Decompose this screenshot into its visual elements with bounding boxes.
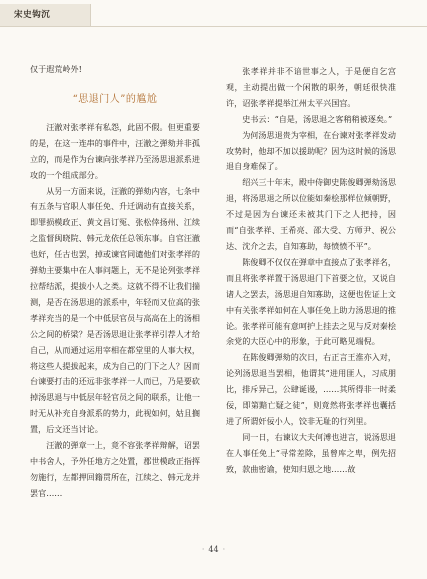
header-divider [0, 26, 427, 27]
paragraph: 陈俊卿不仅仅在弹章中直接点了张孝祥名，而且将张孝祥置于汤思退门下首要之位，又说自诸人之罢去，汤思退自知寡助，这便也佐证上文中有关张孝祥如何在人事任免上助力汤思退的推论。张孝祥可能有意呵护上挂去之见与反对秦桧余党的大臣心中的形象，于此可略见端倪。 [226, 256, 396, 347]
paragraph: 汪澈的弹章一上，竟不容张孝祥辩解，诏罢中书舍人，予外任地方之处置，郡世模政正指挥勿施行，左都押回籍贯所在，江续之、韩元龙并罢官…… [30, 440, 200, 498]
paragraph: 从另一方面来说，汪澈的弹劾内容，七条中有五条与官职人事任免、升迁调动有直接关系，即罪损模政正、黄文昌订冤、张松倖扬州、江续之监督闽晓院、韩元龙依任总领东事。自官汪澈也好，任古也罢，掉或谏官同谴他们对张孝祥的弹劾主要集中在人事问题上，无不是论列张孝祥拉帮结派，提拔小人之类。这就不得不让我们揣测，是否在汤思退的派系中，年轻而又位高的张孝祥充当的是一个中低层官员与高高在上的汤相公之间的桥梁？是否汤思退让张孝祥引荐人才给自己，从而通过运用宰相在都堂里的人事大权，将这些人提拔起来，成为自己的门下之人？因而台谏要打击的还远非张孝祥一人而已，乃是要砍掉汤思退与中低层年轻官员之间的联系，让他一时无从补充自身派系的势力，此视如何，姑且搁置，后文还当讨论。 [30, 185, 200, 435]
paragraph: 同一日，右谏议大夫何溥也进言，说汤思退在人事任免上“寻常差除，虽曾库之卑，例先招致，款曲密谕，使知归恩之地……故 [226, 431, 396, 474]
page-dot-right: · [222, 545, 226, 554]
paragraph: 为何汤思退贵为宰相，在台谏对张孝祥发动攻势时，他却不加以援助呢？因为这时候的汤思退自身难保了。 [226, 129, 396, 172]
page-dot-left: · [201, 545, 205, 554]
paragraph: 绍兴三十年末，殿中侍御史陈俊卿弹劾汤思退，将汤思退之所以位能如秦桧那样位倾朝野，不过是因为台谏还未被其门下之人把持，因而“自张孝祥、王希亮、邵大受、方师尹、祝公达、沈介之去，自知寡助，每愤愤不平”。 [226, 177, 396, 251]
section-header-label: 宋史钩沉 [14, 10, 51, 20]
paragraph: 张孝祥并非不谙世事之人，于是便自乞宫观，主动提出做一个闲散的职务，朝廷很快准许，诏张孝祥提举江州太平兴国宫。 [226, 66, 396, 108]
left-column [30, 62, 200, 502]
right-column [226, 64, 396, 478]
page-number-row [0, 545, 427, 554]
page-number: 44 [208, 545, 219, 554]
section-title: “思退门人”的尴尬 [72, 93, 158, 105]
paragraph: 在陈俊卿弹劾的次日，右正言王淮亦入对，论列汤思退当罢相，他谓其“进用匪人，习成朋比，排斥异己，公肆诞谩，……其所得非一时柔佞，即第黯亡疑之徒”，则竟然将张孝祥也囊括进了所谓奸佞小人，饺非无耻的行列里。 [226, 352, 396, 426]
paragraph: 汪澈对张孝祥有私怨，此固不假。但更重要的是，在这一连串的事件中，汪澈之弹劾并非孤立的，而是作为台谏向张孝祥乃至汤思退派系进攻的一个组成部分。 [30, 121, 200, 180]
lead-text: 仅于遐荒岭外! [30, 64, 82, 74]
paragraph: 史书云：“自是，汤思退之客稍稍被逐矣。” [242, 113, 393, 124]
